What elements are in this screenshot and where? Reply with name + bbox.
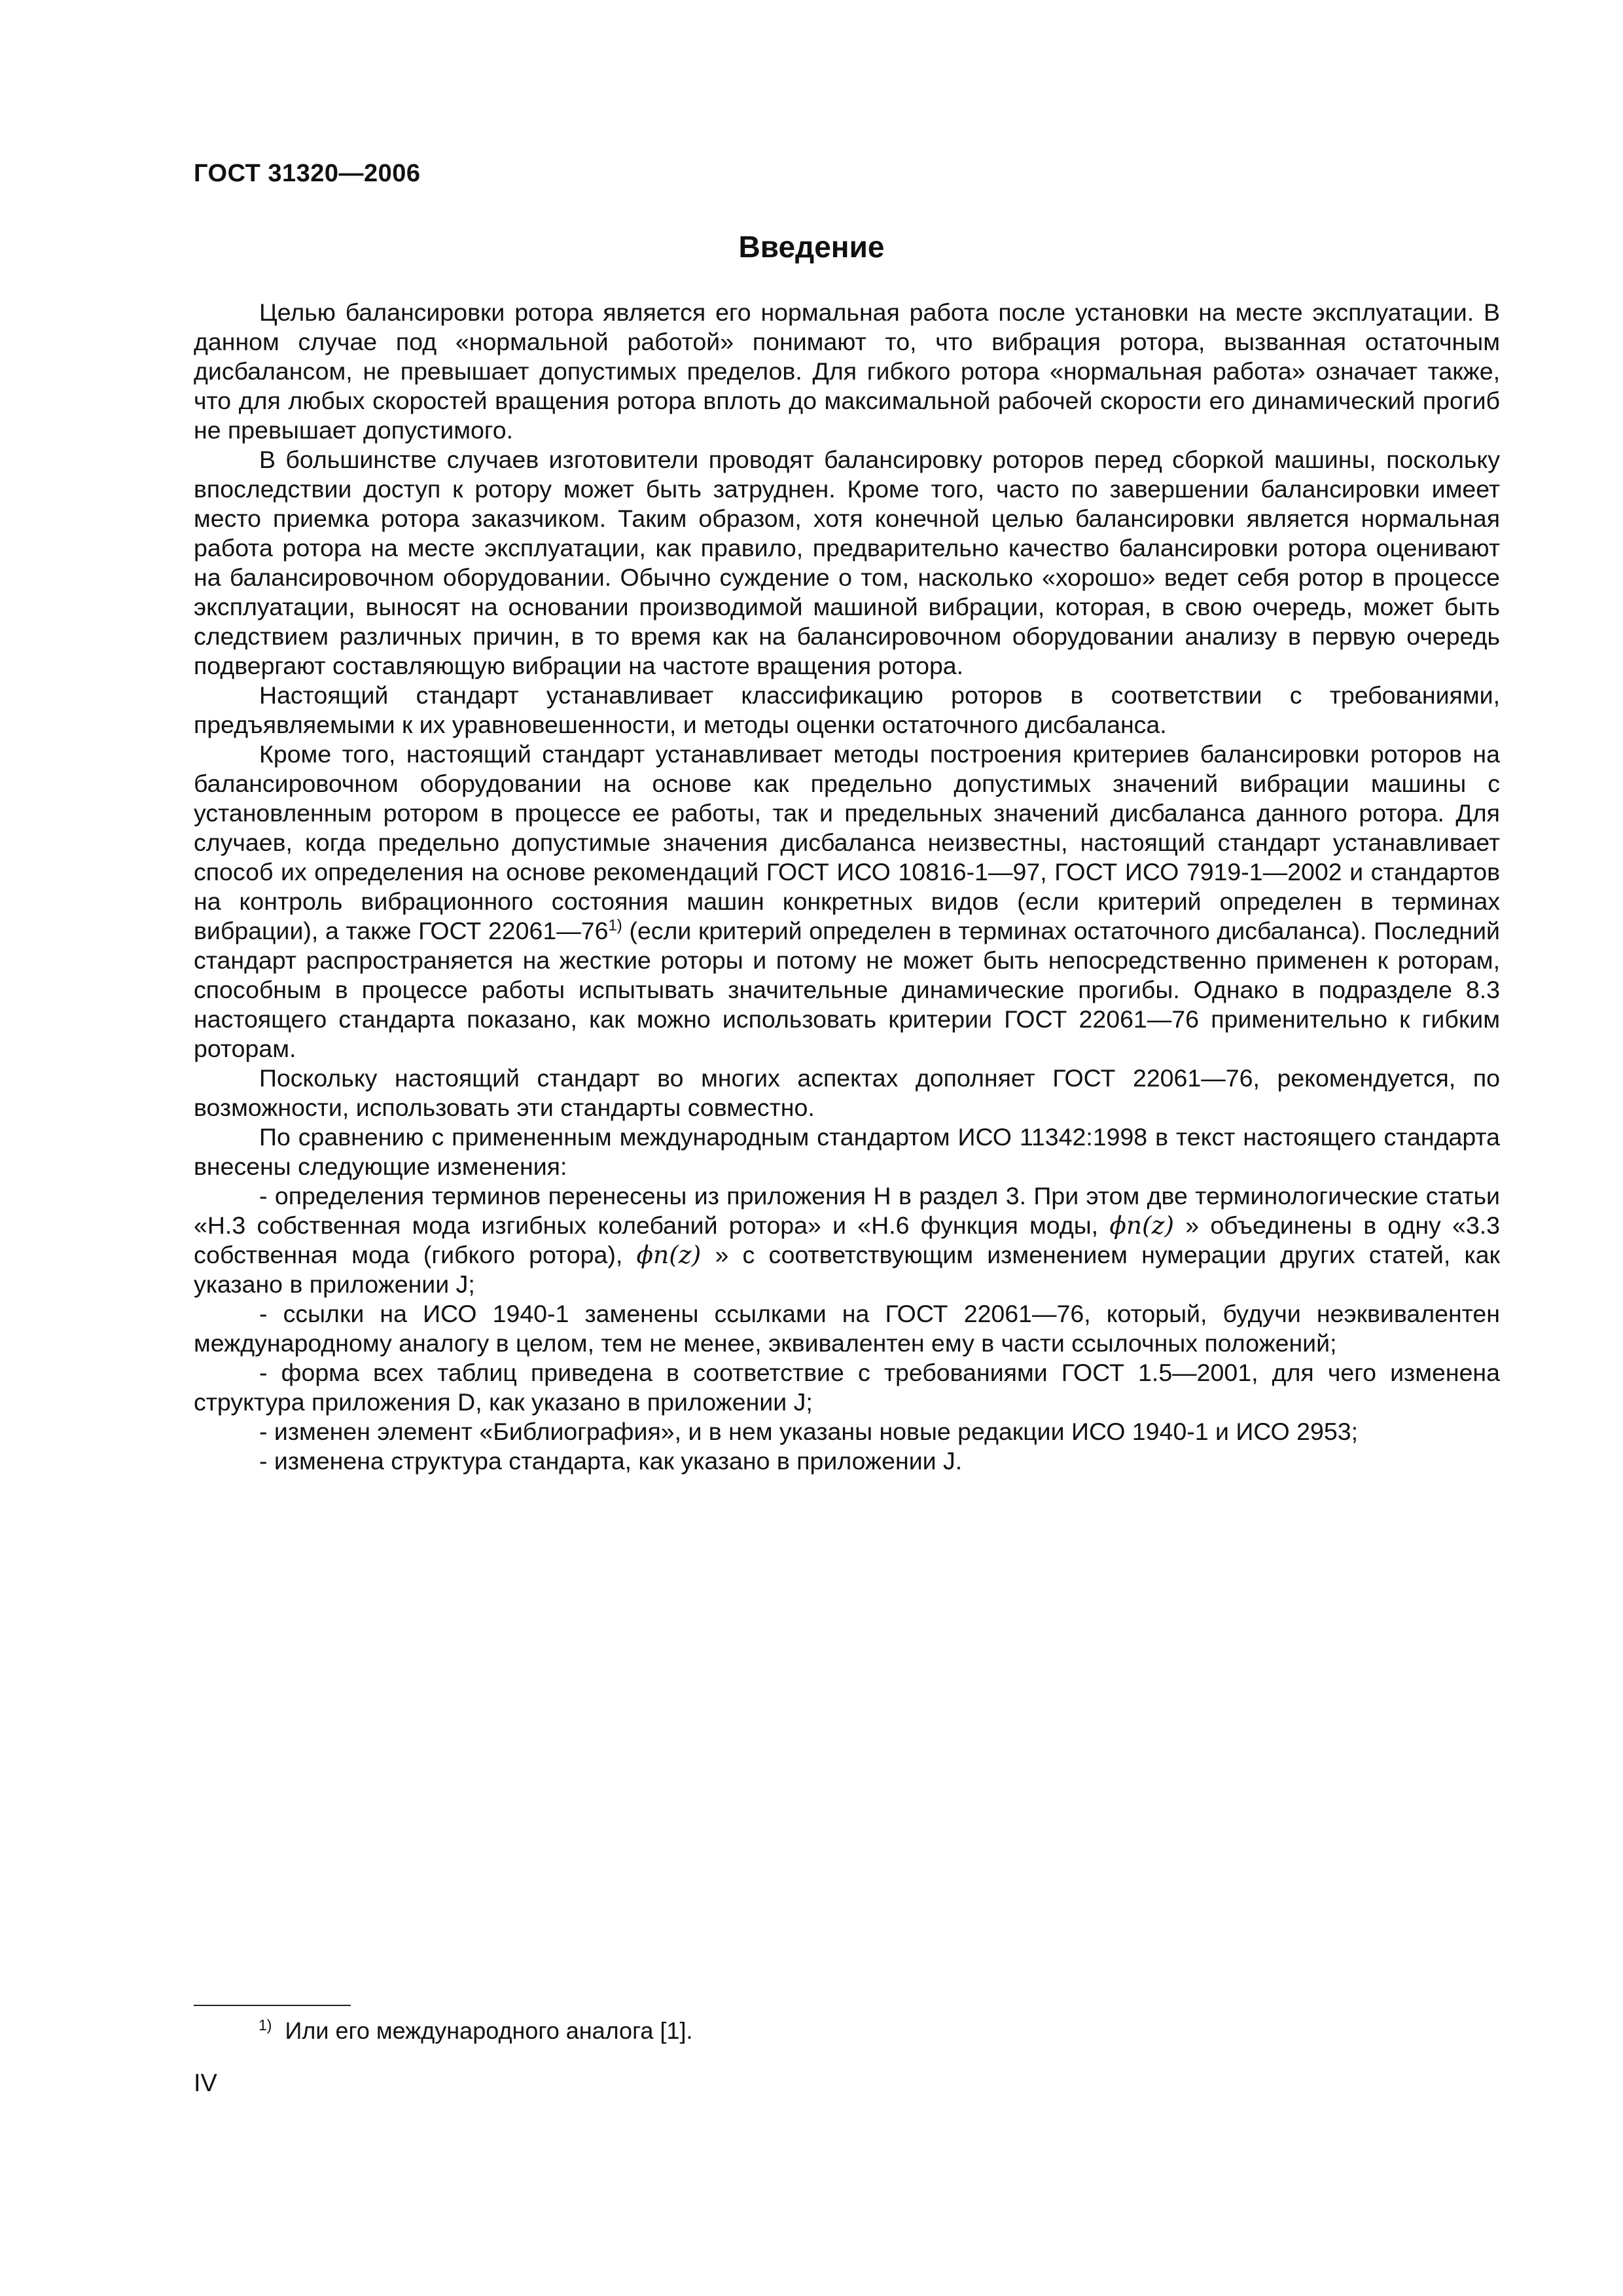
footnote-reference: 1) (608, 916, 622, 935)
footnote-mark: 1) (259, 2017, 272, 2034)
list-item: - изменена структура стандарта, как указано в приложении J. (259, 1447, 963, 1475)
section-title: Введение (738, 230, 885, 264)
paragraph (194, 740, 1500, 1064)
list-item-text: - определения терминов перенесены из приложения Н в раздел 3. При этом две терминологические статьи «Н.3 собственная мода изгибных колебаний ротора» и «Н.6 функция моды, (194, 1182, 1500, 1239)
page-number: IV (194, 2070, 217, 2097)
paragraph: В большинстве случаев изготовители проводят балансировку роторов перед сборкой машины, поскольку впоследствии доступ к ротору может быть затруднен. Кроме того, часто по завершении балансировки имеет место приемка ротора заказчиком. Таким образом, хотя конечной целью балансировки является нормальная работа ротора на месте эксплуатации, как правило, предварительно качество балансировки ротора оценивают на балансировочном оборудовании. Обычно суждение о том, насколько «хорошо» ведет себя ротор в процессе эксплуатации, выносят на основании производимой машиной вибрации, которая, в свою очередь, может быть следствием различных причин, в то время как на балансировочном оборудовании анализу в первую очередь подвергают составляющую вибрации на частоте вращения ротора. (194, 446, 1500, 679)
footnote (259, 2017, 692, 2045)
list-item: - форма всех таблиц приведена в соответствие с требованиями ГОСТ 1.5—2001, для чего изменена структура приложения D, как указано в приложении J; (194, 1359, 1500, 1416)
document-header: ГОСТ 31320—2006 (194, 160, 421, 187)
list-item: - ссылки на ИСО 1940-1 заменены ссылками на ГОСТ 22061—76, который, будучи неэквивалентен международному аналогу в целом, тем не менее, эквивалентен ему в части ссылочных положений; (194, 1300, 1500, 1357)
paragraph-text: (если критерий определен в терминах остаточного дисбаланса). Последний стандарт распространяется на жесткие роторы и потому не может быть непосредственно применен к роторам, способным в процессе работы испытывать значительные динамические прогибы. Однако в подразделе 8.3 настоящего стандарта показано, как можно использовать критерии ГОСТ 22061—76 применительно к гибким роторам. (194, 917, 1500, 1062)
list-item-text: » объединены в одну «3.3 собственная мода (гибкого ротора), (194, 1211, 1501, 1268)
list-item (194, 1181, 1500, 1299)
footnote-separator (194, 2005, 351, 2006)
footnote-text: Или его международного аналога [1]. (285, 2017, 693, 2044)
paragraph: Поскольку настоящий стандарт во многих аспектах дополняет ГОСТ 22061—76, рекомендуется, по возможности, использовать эти стандарты совместно. (194, 1064, 1500, 1121)
formula: ϕn(z) (1109, 1211, 1175, 1240)
paragraph-text: Кроме того, настоящий стандарт устанавливает методы построения критериев балансировки роторов на балансировочном оборудовании на основе как предельно допустимых значений вибрации машины с установленным ротором в процессе ее работы, так и предельных значений дисбаланса данного ротора. Для случаев, когда предельно допустимые значения дисбаланса неизвестны, настоящий стандарт устанавливает способ их определения на основе рекомендаций ГОСТ ИСО 10816-1—97, ГОСТ ИСО 7919-1—2002 и стандартов на контроль вибрационного состояния машин конкретных видов (если критерий определен в терминах вибрации), а также ГОСТ 22061—76 (194, 740, 1500, 944)
body-text (194, 298, 1500, 1476)
paragraph: Целью балансировки ротора является его нормальная работа после установки на месте эксплуатации. В данном случае под «нормальной работой» понимают то, что вибрация ротора, вызванная остаточным дисбалансом, не превышает допустимых пределов. Для гибкого ротора «нормальная работа» означает также, что для любых скоростей вращения ротора вплоть до максимальной рабочей скорости его динамический прогиб не превышает допустимого. (194, 298, 1500, 444)
paragraph: По сравнению с примененным международным стандартом ИСО 11342:1998 в текст настоящего стандарта внесены следующие изменения: (194, 1123, 1500, 1180)
formula: ϕn(z) (636, 1240, 702, 1269)
list-item-text: » с соответствующим изменением нумерации других статей, как указано в приложении J; (194, 1241, 1500, 1298)
paragraph: Настоящий стандарт устанавливает классификацию роторов в соответствии с требованиями, предъявляемыми к их уравновешенности, и методы оценки остаточного дисбаланса. (194, 681, 1500, 738)
list-item: - изменен элемент «Библиография», и в нем указаны новые редакции ИСО 1940-1 и ИСО 2953; (259, 1418, 1358, 1445)
